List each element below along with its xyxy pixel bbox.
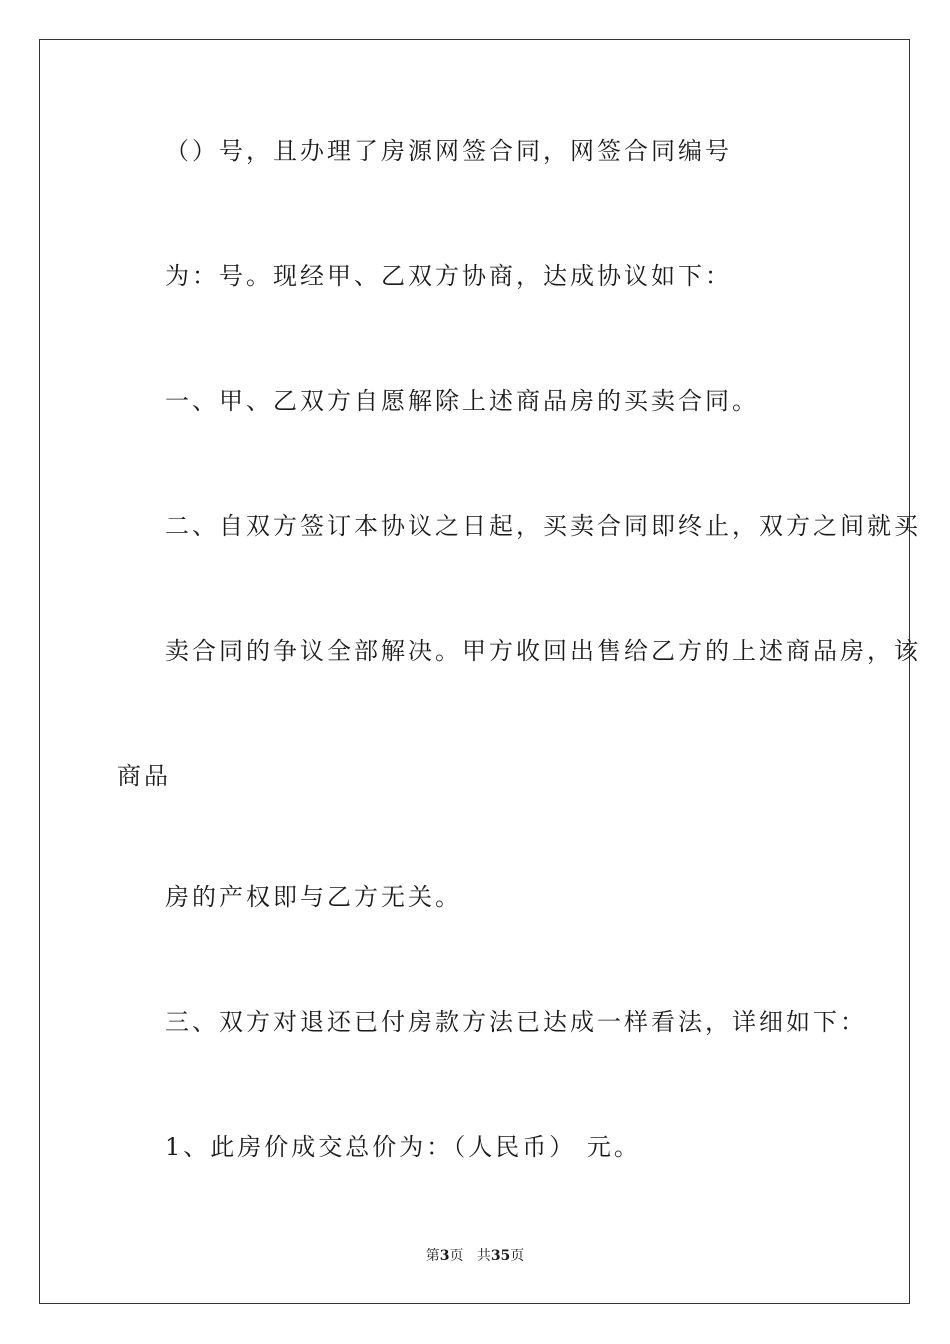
body-line-5: 卖合同的争议全部解决。甲方收回出售给乙方的上述商品房，该 xyxy=(165,637,921,665)
body-line-6: 商品 xyxy=(117,762,171,790)
body-line-9: 1、此房价成交总价为：（人民币） 元。 xyxy=(165,1133,641,1161)
footer-page-unit: 页 xyxy=(449,1248,464,1264)
footer-total-unit: 页 xyxy=(510,1248,525,1264)
body-line-3: 一、甲、乙双方自愿解除上述商品房的买卖合同。 xyxy=(165,387,759,415)
footer-total-prefix: 共 xyxy=(476,1248,491,1264)
body-line-4: 二、自双方签订本协议之日起，买卖合同即终止，双方之间就买 xyxy=(165,512,921,540)
page-footer xyxy=(0,1248,950,1264)
footer-total-pages: 35 xyxy=(490,1248,511,1264)
footer-current-page: 3 xyxy=(439,1248,450,1264)
body-line-7: 房的产权即与乙方无关。 xyxy=(165,883,462,911)
footer-prefix: 第 xyxy=(425,1248,440,1264)
body-line-2: 为：号。现经甲、乙双方协商，达成协议如下： xyxy=(165,262,732,290)
body-line-1: （）号，且办理了房源网签合同，网签合同编号 xyxy=(165,137,732,165)
body-line-8: 三、双方对退还已付房款方法已达成一样看法，详细如下： xyxy=(165,1008,867,1036)
page-border xyxy=(39,39,910,1304)
